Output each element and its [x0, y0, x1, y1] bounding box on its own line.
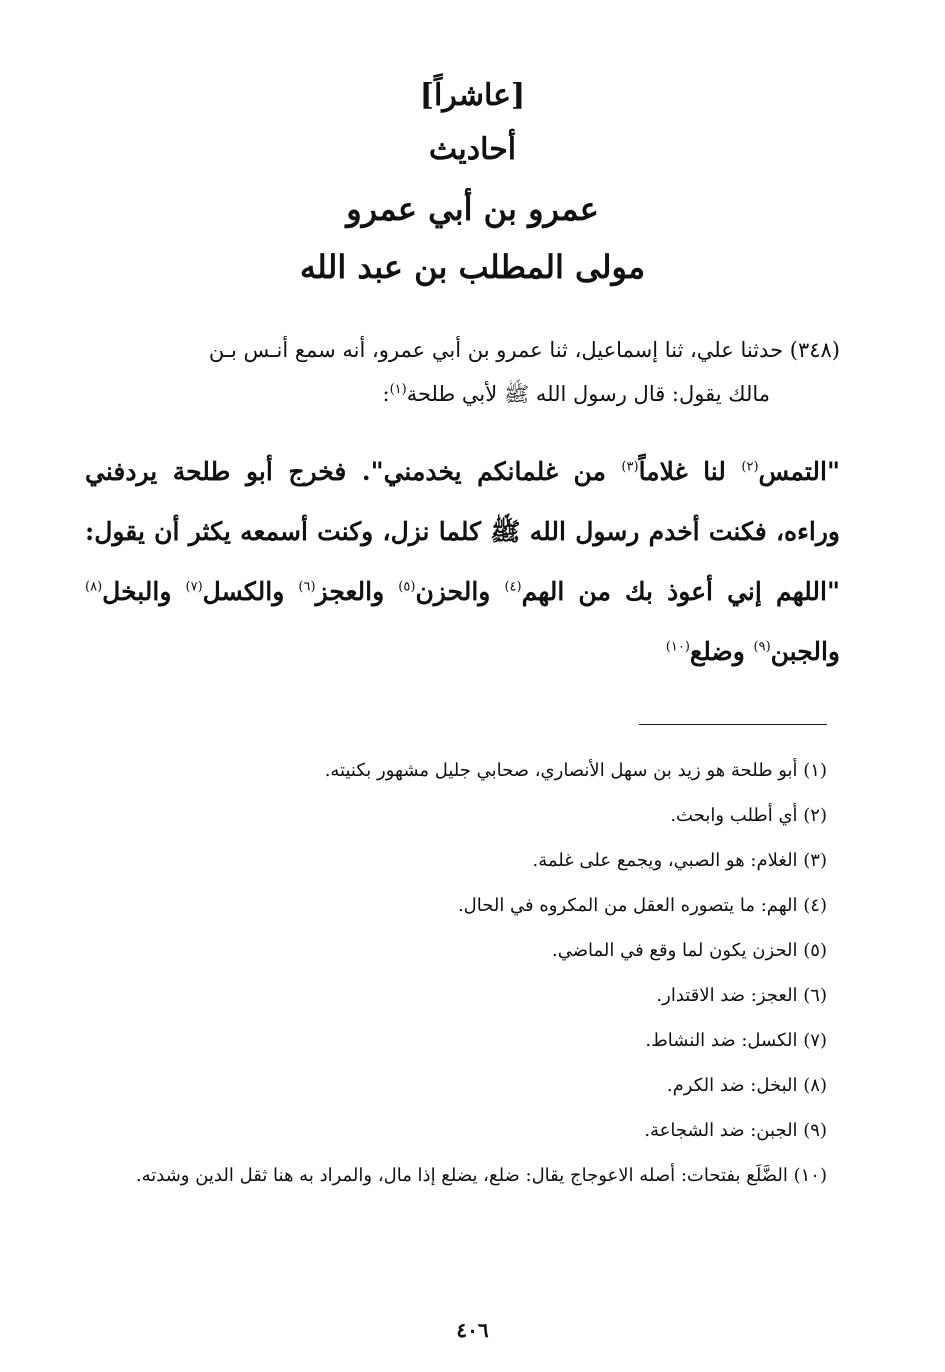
footnote-1: (١) أبو طلحة هو زيد بن سهل الأنصاري، صحابي جليل مشهور بكنيته. — [324, 760, 827, 781]
footnote-ref-6[interactable]: (٦) — [298, 579, 316, 595]
hadith-line-2 — [105, 372, 840, 416]
hadith-matn — [85, 442, 840, 682]
footnote-ref-5[interactable]: (٥) — [398, 579, 416, 595]
footnote-8: (٨) البخل: ضد الكرم. — [666, 1075, 827, 1096]
matn-part-1: "التمس — [758, 457, 840, 486]
footnote-5: (٥) الحزن يكون لما وقع في الماضي. — [551, 940, 827, 961]
section-marker: [عاشراً] — [419, 78, 526, 113]
footnote-7: (٧) الكسل: ضد النشاط. — [645, 1030, 827, 1051]
footnote-10: (١٠) الضَّلَع بفتحات: أصله الاعوجاج يقال: ضلع، يضلع إذا مال، والمراد به هنا ثقل الدين وشدته. — [135, 1165, 827, 1186]
matn-part-9: وضلع — [689, 637, 754, 666]
hadith-line-1 — [105, 328, 840, 372]
hadith-text-line-1: حدثنا علي، ثنا إسماعيل، ثنا عمرو بن أبي عمرو، أنه سمع أنـس بـن — [208, 338, 784, 362]
footnote-ref-8[interactable]: (٨) — [85, 579, 103, 595]
footnote-9: (٩) الجبن: ضد الشجاعة. — [644, 1120, 827, 1141]
matn-part-2: لنا غلاماً — [638, 457, 742, 486]
footnote-3: (٣) الغلام: هو الصبي، ويجمع على غلمة. — [532, 850, 827, 871]
matn-part-5: والعجز — [315, 577, 399, 606]
footnotes-list — [82, 748, 827, 1199]
footnote-4: (٤) الهم: ما يتصوره العقل من المكروه في الحال. — [457, 895, 827, 916]
title-line-2: عمرو بن أبي عمرو — [346, 190, 599, 228]
title-line-3: مولى المطلب بن عبد الله — [299, 248, 646, 286]
hadith-text-line-2-end: : — [382, 382, 390, 406]
footnote-ref-9[interactable]: (٩) — [753, 639, 771, 655]
footnote-separator — [639, 724, 827, 725]
footnote-ref-2[interactable]: (٢) — [741, 459, 759, 475]
footnote-ref-7[interactable]: (٧) — [185, 579, 203, 595]
footnote-2: (٢) أي أطلب وابحث. — [670, 805, 827, 826]
footnote-ref-10[interactable]: (١٠) — [665, 639, 690, 655]
matn-part-4: والحزن — [415, 577, 505, 606]
matn-part-8: والجبن — [770, 637, 840, 666]
footnote-ref-3[interactable]: (٣) — [621, 459, 639, 475]
matn-part-3: من غلمانكم يخدمني". فخرج أبو طلحة يردفني وراءه، فكنت أخدم رسول الله ﷺ كلما نزل، وكنت أسمعه يكثر أن يقول: "اللهم إني أعوذ بك من الهم — [85, 457, 840, 606]
matn-part-6: والكسل — [202, 577, 299, 606]
footnote-ref-1[interactable]: (١) — [389, 382, 407, 397]
footnote-ref-4[interactable]: (٤) — [504, 579, 522, 595]
hadith-text-line-2: مالك يقول: قال رسول الله ﷺ لأبي طلحة — [406, 382, 770, 406]
hadith-isnad — [105, 328, 840, 416]
title-line-1: أحاديث — [428, 132, 517, 167]
matn-part-7: والبخل — [102, 577, 186, 606]
hadith-number: (٣٤٨) — [789, 338, 840, 362]
page-number: ٤٠٦ — [456, 1318, 489, 1342]
footnote-6: (٦) العجز: ضد الاقتدار. — [656, 985, 827, 1006]
